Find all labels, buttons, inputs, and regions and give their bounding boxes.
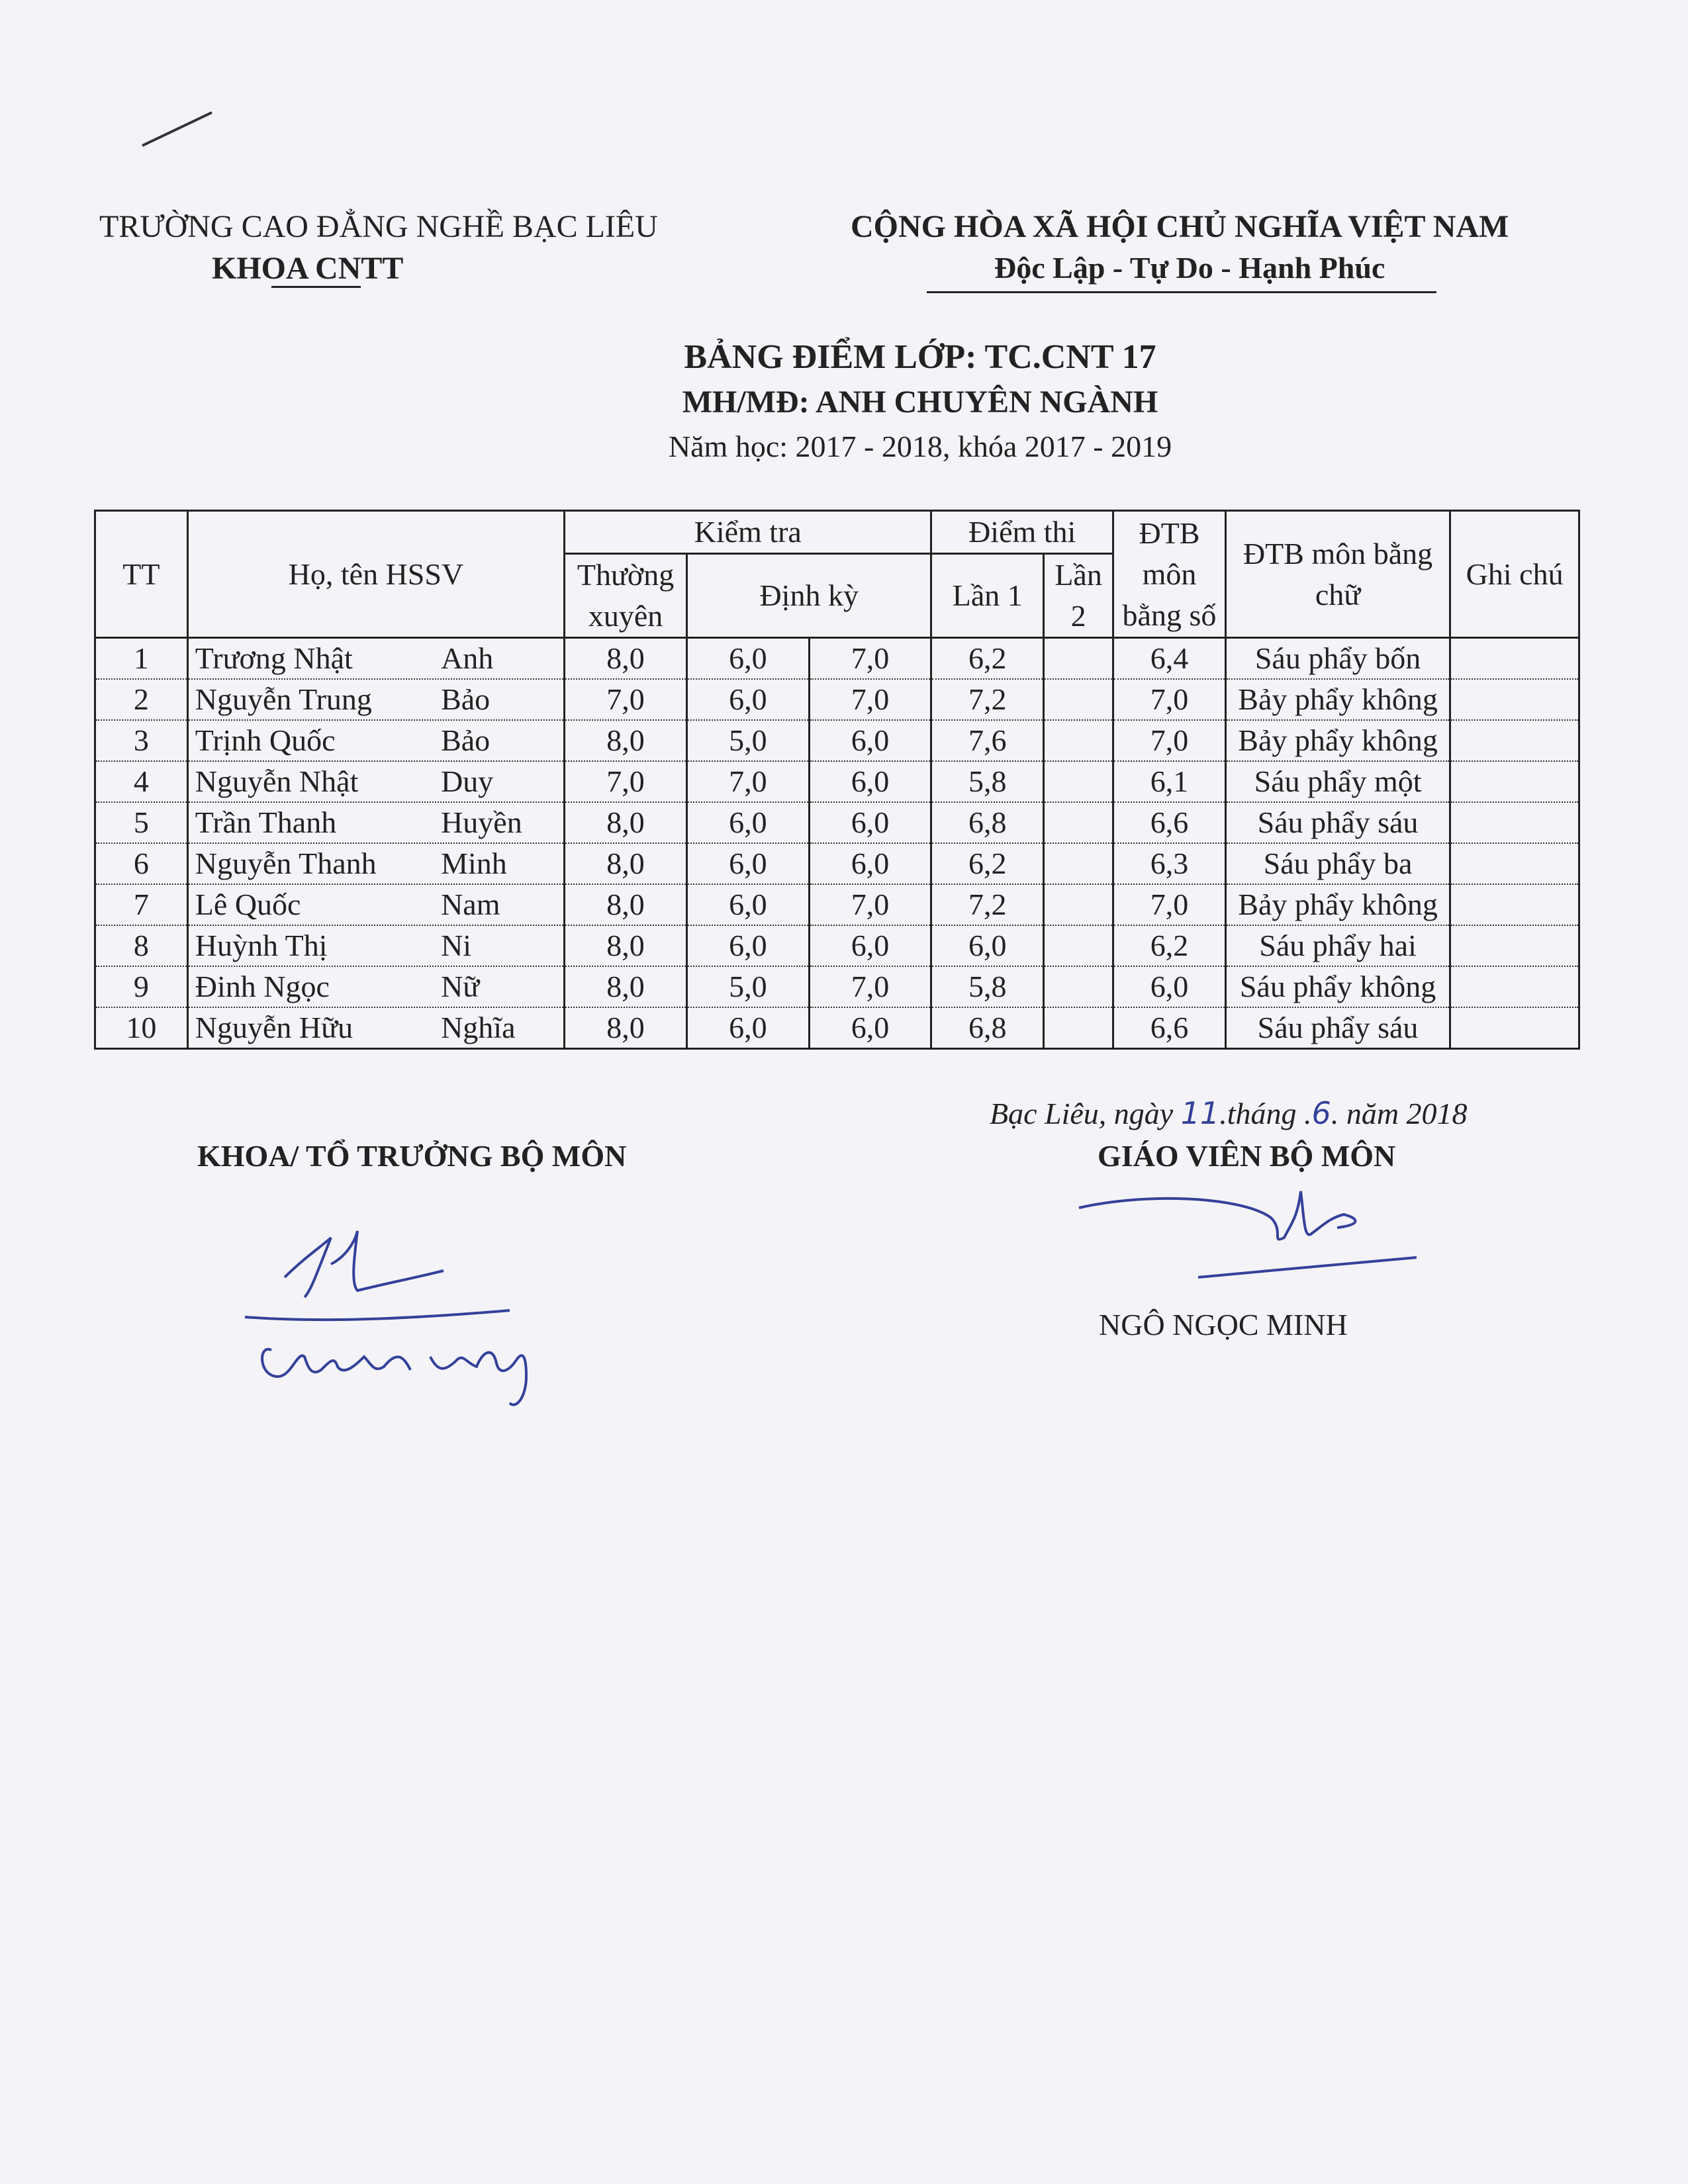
table-row	[95, 884, 1579, 925]
cell-dinh-ky-2: 6,0	[809, 761, 931, 802]
table-row	[95, 679, 1579, 720]
table-row	[95, 1007, 1579, 1049]
cell-dinh-ky-2: 6,0	[809, 1007, 931, 1049]
cell-dtb-so: 7,0	[1113, 720, 1226, 761]
cell-dinh-ky-2: 7,0	[809, 966, 931, 1007]
cell-name	[187, 679, 564, 720]
cell-dinh-ky-2: 6,0	[809, 925, 931, 966]
student-surname: Nguyễn Thanh	[195, 846, 377, 880]
date-prefix: Bạc Liêu, ngày	[990, 1097, 1181, 1130]
cell-dtb-chu: Bảy phẩy không	[1225, 884, 1450, 925]
cell-thuong-xuyen: 7,0	[565, 679, 687, 720]
student-surname: Nguyễn Nhật	[195, 764, 359, 798]
cell-name	[187, 802, 564, 843]
year-label: năm 2018	[1338, 1097, 1468, 1130]
cell-ghi-chu	[1450, 679, 1579, 720]
student-surname: Trương Nhật	[195, 641, 353, 675]
cell-name	[187, 761, 564, 802]
student-surname: Nguyễn Hữu	[195, 1011, 353, 1044]
cell-lan-1: 6,2	[931, 843, 1044, 884]
cell-tt: 1	[95, 638, 188, 680]
cell-lan-1: 7,6	[931, 720, 1044, 761]
cell-dinh-ky-1: 5,0	[687, 720, 810, 761]
cell-ghi-chu	[1450, 638, 1579, 680]
header-dinh-ky: Định kỳ	[687, 554, 931, 638]
cell-dinh-ky-1: 6,0	[687, 843, 810, 884]
cell-thuong-xuyen: 8,0	[565, 925, 687, 966]
student-given-name: Nam	[441, 887, 500, 921]
cell-dtb-chu: Sáu phẩy một	[1225, 761, 1450, 802]
cell-dinh-ky-2: 7,0	[809, 638, 931, 680]
cell-dtb-so: 6,6	[1113, 802, 1226, 843]
cell-thuong-xuyen: 8,0	[565, 720, 687, 761]
cell-dtb-chu: Sáu phẩy hai	[1225, 925, 1450, 966]
cell-name	[187, 638, 564, 680]
date-line: Bạc Liêu, ngày 11.tháng .6. năm 2018	[990, 1095, 1468, 1131]
header-row-1	[95, 511, 1579, 554]
header-kiem-tra: Kiểm tra	[565, 511, 931, 554]
header-lan-1: Lần 1	[931, 554, 1044, 638]
handwritten-day: 11	[1180, 1095, 1220, 1131]
cell-tt: 2	[95, 679, 188, 720]
cell-ghi-chu	[1450, 884, 1579, 925]
header-tt: TT	[95, 511, 188, 638]
republic-title: CỘNG HÒA XÃ HỘI CHỦ NGHĨA VIỆT NAM	[851, 209, 1509, 244]
cell-tt: 8	[95, 925, 188, 966]
department-head-signature	[232, 1218, 629, 1416]
cell-lan-2	[1044, 1007, 1113, 1049]
handwritten-month: 6	[1311, 1095, 1331, 1131]
cell-lan-2	[1044, 884, 1113, 925]
cell-dinh-ky-2: 7,0	[809, 884, 931, 925]
cell-lan-2	[1044, 679, 1113, 720]
cell-name	[187, 884, 564, 925]
cell-ghi-chu	[1450, 843, 1579, 884]
cell-dinh-ky-2: 6,0	[809, 802, 931, 843]
cell-lan-1: 6,8	[931, 802, 1044, 843]
cell-thuong-xuyen: 8,0	[565, 884, 687, 925]
cell-thuong-xuyen: 8,0	[565, 1007, 687, 1049]
student-given-name: Minh	[441, 846, 507, 880]
cell-dinh-ky-2: 7,0	[809, 679, 931, 720]
cell-dtb-chu: Sáu phẩy ba	[1225, 843, 1450, 884]
cell-name	[187, 1007, 564, 1049]
cell-dinh-ky-1: 6,0	[687, 1007, 810, 1049]
cell-lan-2	[1044, 925, 1113, 966]
cell-dtb-so: 6,4	[1113, 638, 1226, 680]
cell-lan-2	[1044, 638, 1113, 680]
cell-lan-2	[1044, 802, 1113, 843]
cell-dtb-so: 7,0	[1113, 679, 1226, 720]
cell-lan-1: 6,0	[931, 925, 1044, 966]
cell-tt: 10	[95, 1007, 188, 1049]
student-given-name: Duy	[441, 764, 494, 798]
student-given-name: Ni	[441, 929, 472, 962]
cell-tt: 6	[95, 843, 188, 884]
pen-mark	[139, 106, 218, 152]
school-name: TRƯỜNG CAO ĐẲNG NGHỀ BẠC LIÊU	[99, 209, 658, 244]
teacher-title: GIÁO VIÊN BỘ MÔN	[1098, 1139, 1396, 1173]
student-surname: Trịnh Quốc	[195, 723, 336, 757]
table-row	[95, 761, 1579, 802]
student-surname: Nguyễn Trung	[195, 682, 372, 716]
header-name: Họ, tên HSSV	[187, 511, 564, 638]
cell-dtb-chu: Bảy phẩy không	[1225, 679, 1450, 720]
cell-lan-1: 6,2	[931, 638, 1044, 680]
cell-dinh-ky-2: 6,0	[809, 843, 931, 884]
cell-lan-2	[1044, 966, 1113, 1007]
month-label: tháng	[1227, 1097, 1305, 1130]
cell-ghi-chu	[1450, 761, 1579, 802]
cell-dtb-chu: Bảy phẩy không	[1225, 720, 1450, 761]
cell-tt: 5	[95, 802, 188, 843]
cell-dtb-so: 6,2	[1113, 925, 1226, 966]
cell-name	[187, 925, 564, 966]
department-head-title: KHOA/ TỔ TRƯỞNG BỘ MÔN	[197, 1139, 627, 1173]
table-row	[95, 802, 1579, 843]
cell-dtb-chu: Sáu phẩy không	[1225, 966, 1450, 1007]
cell-dtb-chu: Sáu phẩy sáu	[1225, 1007, 1450, 1049]
cell-lan-1: 5,8	[931, 761, 1044, 802]
cell-thuong-xuyen: 8,0	[565, 966, 687, 1007]
cell-name	[187, 720, 564, 761]
cell-thuong-xuyen: 8,0	[565, 638, 687, 680]
cell-lan-1: 7,2	[931, 679, 1044, 720]
cell-tt: 4	[95, 761, 188, 802]
student-given-name: Nghĩa	[441, 1011, 516, 1044]
cell-dtb-so: 6,3	[1113, 843, 1226, 884]
table-row	[95, 843, 1579, 884]
cell-dtb-chu: Sáu phẩy sáu	[1225, 802, 1450, 843]
cell-ghi-chu	[1450, 966, 1579, 1007]
cell-ghi-chu	[1450, 925, 1579, 966]
cell-dinh-ky-1: 6,0	[687, 638, 810, 680]
cell-dinh-ky-1: 5,0	[687, 966, 810, 1007]
cell-dtb-so: 6,0	[1113, 966, 1226, 1007]
grades-table	[94, 510, 1580, 1050]
cell-dtb-so: 6,6	[1113, 1007, 1226, 1049]
cell-dtb-so: 7,0	[1113, 884, 1226, 925]
sheet-title: BẢNG ĐIỂM LỚP: TC.CNT 17	[684, 338, 1156, 376]
department-underline	[271, 286, 361, 288]
cell-lan-1: 5,8	[931, 966, 1044, 1007]
header-ghi-chu: Ghi chú	[1450, 511, 1579, 638]
table-row	[95, 925, 1579, 966]
student-given-name: Bảo	[441, 723, 491, 757]
student-given-name: Bảo	[441, 682, 491, 716]
teacher-signature	[1072, 1178, 1417, 1291]
cell-dtb-chu: Sáu phẩy bốn	[1225, 638, 1450, 680]
cell-tt: 9	[95, 966, 188, 1007]
cell-dtb-so: 6,1	[1113, 761, 1226, 802]
student-given-name: Anh	[441, 641, 494, 675]
department-name: KHOA CNTT	[212, 251, 404, 286]
cell-dinh-ky-1: 6,0	[687, 925, 810, 966]
cell-dinh-ky-1: 6,0	[687, 679, 810, 720]
school-year: Năm học: 2017 - 2018, khóa 2017 - 2019	[668, 430, 1172, 463]
cell-lan-1: 7,2	[931, 884, 1044, 925]
cell-ghi-chu	[1450, 1007, 1579, 1049]
cell-lan-1: 6,8	[931, 1007, 1044, 1049]
cell-name	[187, 966, 564, 1007]
header-diem-thi: Điểm thi	[931, 511, 1113, 554]
motto-underline	[927, 291, 1436, 293]
subject-title: MH/MĐ: ANH CHUYÊN NGÀNH	[682, 385, 1158, 420]
student-given-name: Nữ	[441, 970, 480, 1003]
student-surname: Huỳnh Thị	[195, 929, 328, 962]
cell-name	[187, 843, 564, 884]
cell-thuong-xuyen: 8,0	[565, 843, 687, 884]
student-given-name: Huyền	[441, 805, 522, 839]
table-row	[95, 720, 1579, 761]
cell-ghi-chu	[1450, 802, 1579, 843]
cell-thuong-xuyen: 7,0	[565, 761, 687, 802]
table-row	[95, 966, 1579, 1007]
header-lan-2: Lần 2	[1044, 554, 1113, 638]
cell-dinh-ky-1: 6,0	[687, 884, 810, 925]
national-motto: Độc Lập - Tự Do - Hạnh Phúc	[994, 251, 1385, 285]
student-surname: Đinh Ngọc	[195, 970, 330, 1003]
cell-lan-2	[1044, 843, 1113, 884]
cell-tt: 3	[95, 720, 188, 761]
cell-lan-2	[1044, 720, 1113, 761]
student-surname: Lê Quốc	[195, 887, 301, 921]
cell-dinh-ky-1: 7,0	[687, 761, 810, 802]
cell-dinh-ky-1: 6,0	[687, 802, 810, 843]
cell-thuong-xuyen: 8,0	[565, 802, 687, 843]
table-row	[95, 638, 1579, 680]
cell-lan-2	[1044, 761, 1113, 802]
header-thuong-xuyen: Thường xuyên	[565, 554, 687, 638]
teacher-name: NGÔ NGỌC MINH	[1099, 1308, 1348, 1342]
cell-dinh-ky-2: 6,0	[809, 720, 931, 761]
student-surname: Trần Thanh	[195, 805, 337, 839]
cell-ghi-chu	[1450, 720, 1579, 761]
header-dtb-so: ĐTB môn bằng số	[1113, 511, 1226, 638]
cell-tt: 7	[95, 884, 188, 925]
header-dtb-chu: ĐTB môn bằng chữ	[1225, 511, 1450, 638]
